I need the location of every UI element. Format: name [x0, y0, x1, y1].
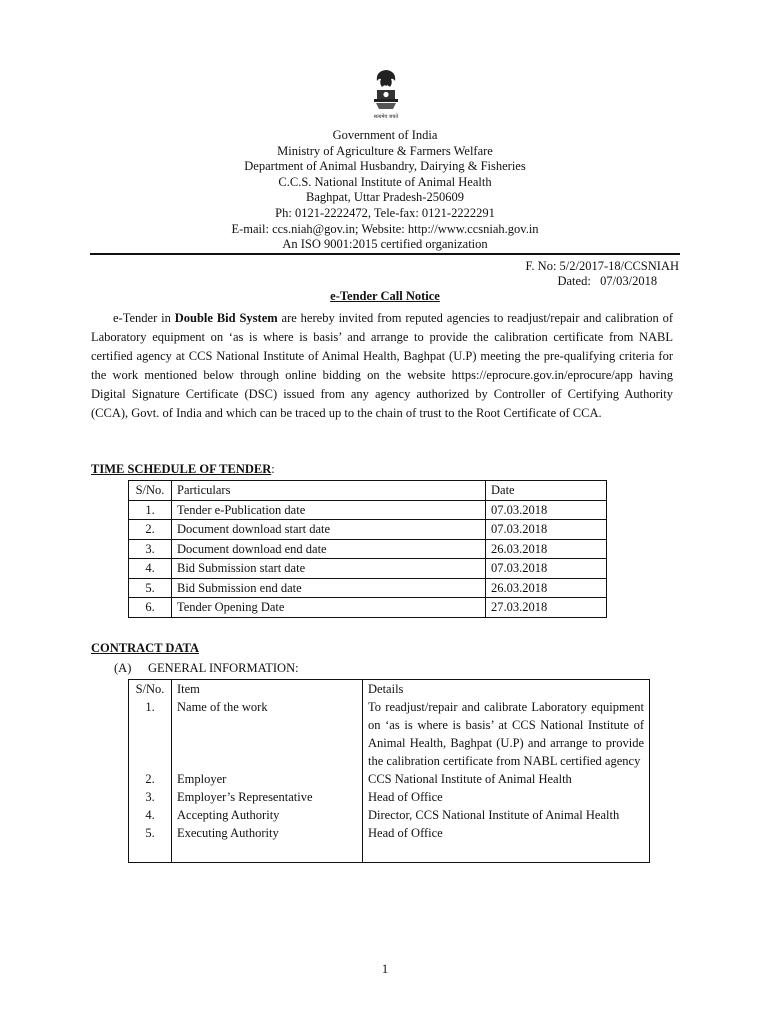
table-cell: Executing Authority: [172, 824, 363, 842]
table-row: [129, 770, 650, 788]
table-cell: 27.03.2018: [486, 598, 607, 618]
header-line: C.C.S. National Institute of Animal Health: [278, 174, 492, 189]
header-divider: [90, 253, 680, 255]
file-date: Dated: 07/03/2018: [557, 274, 658, 288]
header-line: Baghpat, Uttar Pradesh-250609: [306, 190, 464, 205]
table-header-row: [129, 680, 650, 699]
column-header: Date: [486, 481, 607, 501]
column-header: Particulars: [172, 481, 486, 501]
table-cell: 07.03.2018: [486, 520, 607, 540]
table-row: [129, 824, 650, 842]
column-header: S/No.: [129, 481, 172, 501]
notice-title: e-Tender Call Notice: [330, 289, 440, 303]
table-cell: 2.: [129, 520, 172, 540]
table-row: [129, 598, 607, 618]
table-cell: Tender e-Publication date: [172, 500, 486, 520]
empty-cell: [129, 842, 172, 863]
national-emblem-icon: [366, 68, 406, 122]
schedule-table: [128, 480, 607, 618]
subheading-label: (A): [114, 661, 132, 675]
emblem-caption: सत्यमेव जयते: [373, 114, 399, 120]
table-cell: Bid Submission end date: [172, 578, 486, 598]
table-cell: 3.: [129, 539, 172, 559]
contract-heading: CONTRACT DATA: [91, 641, 199, 655]
table-cell: 4.: [145, 808, 155, 822]
column-header: Item: [172, 680, 363, 699]
intro-paragraph: [91, 309, 673, 423]
table-cell: Accepting Authority: [172, 806, 363, 824]
table-cell: Tender Opening Date: [172, 598, 486, 618]
table-cell: Head of Office: [363, 788, 650, 806]
table-cell: 26.03.2018: [486, 578, 607, 598]
table-cell: To readjust/repair and calibrate Laboratory equipment on ‘as is where is basis’ at CCS National Institute of Animal Health, Baghpat (U.P) and arrange to provide the calibration certificate from NABL certified agency: [363, 698, 650, 770]
table-row: [129, 788, 650, 806]
table-row: [129, 559, 607, 579]
table-cell: 26.03.2018: [486, 539, 607, 559]
schedule-heading-colon: :: [271, 462, 275, 476]
header-line: An ISO 9001:2015 certified organization: [282, 237, 488, 252]
header-line: Ministry of Agriculture & Farmers Welfare: [277, 143, 493, 158]
table-cell: 6.: [129, 598, 172, 618]
letterhead: [0, 128, 770, 253]
header-line: Department of Animal Husbandry, Dairying & Fisheries: [244, 159, 526, 174]
table-cell: Document download start date: [172, 520, 486, 540]
header-line: Government of India: [332, 128, 438, 142]
empty-cell: [363, 842, 650, 863]
table-row: [129, 520, 607, 540]
page-number: 1: [381, 962, 389, 976]
table-cell: 1.: [145, 700, 155, 714]
empty-cell: [172, 842, 363, 863]
table-cell: Name of the work: [172, 698, 363, 770]
table-row: [129, 806, 650, 824]
table-cell: 1.: [129, 500, 172, 520]
table-cell: Bid Submission start date: [172, 559, 486, 579]
table-cell: 07.03.2018: [486, 559, 607, 579]
column-header: Details: [363, 680, 650, 699]
contract-subheading: [114, 661, 299, 676]
table-cell: 4.: [129, 559, 172, 579]
table-cell: Employer’s Representative: [172, 788, 363, 806]
intro-text-2: are hereby invited from reputed agencies to readjust/repair and calibration of Laboratory equipment on ‘as is where is basis’ and arrange to provide the calibration certificate from NABL certified agency at CCS National Institute of Animal Health, Baghpat (U.P) meeting the pre-qualifying criteria for the work mentioned below through online bidding on the website https://eprocure.gov.in/eprocure/app having Digital Signature Certificate (DSC) issued from any agency authorized by Controller of Certifying Authority (CCA), Govt. of India and which can be traced up to the chain of trust to the Root Certificate of CCA.: [91, 311, 673, 420]
table-cell: 5.: [145, 826, 155, 840]
table-row: [129, 539, 607, 559]
table-cell: Employer: [172, 770, 363, 788]
table-spacer-row: [129, 842, 650, 863]
column-header: S/No.: [135, 682, 165, 696]
header-line: Ph: 0121-2222472, Tele-fax: 0121-2222291: [275, 205, 495, 220]
contract-table: [128, 679, 650, 863]
table-cell: CCS National Institute of Animal Health: [363, 770, 650, 788]
table-cell: 5.: [129, 578, 172, 598]
intro-text-1: e-Tender in: [113, 311, 175, 325]
table-cell: 3.: [145, 790, 155, 804]
intro-bold: Double Bid System: [174, 311, 278, 325]
subheading-text: GENERAL INFORMATION:: [148, 661, 299, 675]
schedule-heading-text: TIME SCHEDULE OF TENDER: [91, 462, 272, 476]
table-header-row: [129, 481, 607, 501]
file-number: F. No: 5/2/2017-18/CCSNIAH: [525, 259, 679, 273]
table-cell: 2.: [145, 772, 155, 786]
table-row: [129, 500, 607, 520]
table-row: [129, 698, 650, 770]
header-line: E-mail: ccs.niah@gov.in; Website: http://www.ccsniah.gov.in: [231, 221, 539, 236]
table-cell: Head of Office: [363, 824, 650, 842]
schedule-heading: [91, 462, 275, 477]
table-cell: Document download end date: [172, 539, 486, 559]
table-cell: 07.03.2018: [486, 500, 607, 520]
table-row: [129, 578, 607, 598]
file-reference: [525, 259, 679, 289]
table-cell: Director, CCS National Institute of Animal Health: [363, 806, 650, 824]
